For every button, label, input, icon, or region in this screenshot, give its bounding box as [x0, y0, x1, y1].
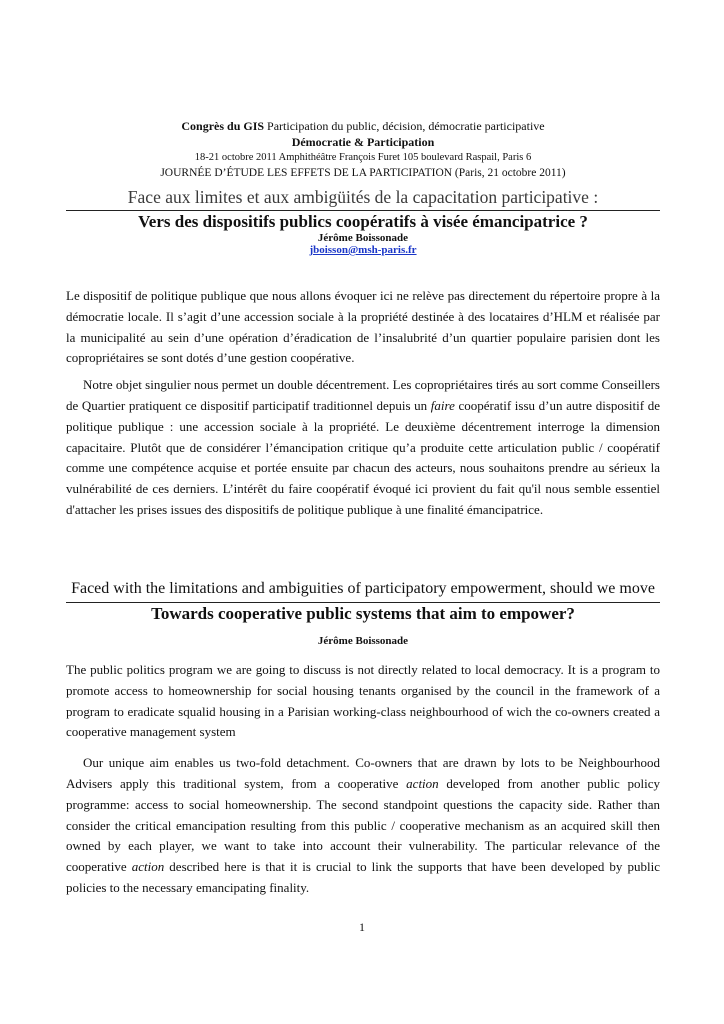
english-para2-emphasis-2: action	[131, 859, 165, 875]
english-para2-part2: developed from another public policy programme: access to social homeownership. The second standpoint questions the capacity side. Rather than consider the critical emancipation resulting from this public / cooperative mechanism as an acquired skill then owned by each player, we want to take into account their vulnerability. The particular relevance of the cooperative	[66, 775, 660, 875]
french-title-rule	[66, 210, 660, 211]
english-para2-part1: Our unique aim enables us two-fold detachment. Co-owners that are drawn by lots to be Neighbourhood Advisers apply this traditional system, from a cooperative	[66, 755, 660, 791]
conference-theme: Participation du public, décision, démocratie participative	[264, 119, 545, 133]
french-paragraph-1: Le dispositif de politique publique que nous allons évoquer ici ne relève pas directement du répertoire propre à la démocratie locale. Il s’agit d’une accession sociale à la propriété destinée à des locataires d’HLM et réalisée par la municipalité au sein d’une opération d’éradication de l’insalubrité d’un quartier populaire parisien dont les copropriétaires se sont dotés d’une gestion coopérative.	[66, 288, 660, 366]
english-para2-part3: described here is that it is crucial to link the supports that have been developed by public policies to the necessary emancipating finality.	[66, 859, 660, 895]
english-paragraph-2	[66, 753, 660, 899]
study-day-line: JOURNÉE D’ÉTUDE LES EFFETS DE LA PARTICIPATION (Paris, 21 octobre 2011)	[160, 166, 566, 179]
conference-subtitle: Démocratie & Participation	[291, 134, 435, 149]
french-para2-emphasis: faire	[430, 397, 455, 413]
english-title-line2: Towards cooperative public systems that aim to empower?	[151, 604, 575, 623]
french-abstract	[66, 286, 660, 521]
french-para2-part2: coopératif issu d’un autre dispositif de politique publique : une accession sociale à la propriété. Le deuxième décentrement interroge la dimension capacitaire. Plutôt que de considérer l’émancipation critique qu’a produite cette articulation public / coopératif comme une compétence acquise et portée ensuite par chacun des acteurs, nous souhaitons prendre au sérieux la vulnérabilité de ces derniers. L’intérêt du faire coopératif évoqué ici provient du fait qu'il nous semble essentiel d'attacher les prises issues des dispositifs de politique publique à une finalité émancipatrice.	[66, 397, 660, 517]
page-number: 1	[359, 920, 365, 934]
french-title-block	[66, 187, 660, 256]
english-title-block	[66, 579, 660, 647]
french-author: Jérôme Boissonade	[317, 232, 409, 244]
french-title-line1: Face aux limites et aux ambigüités de la capacitation participative :	[127, 187, 599, 207]
english-para2-emphasis-1: action	[406, 775, 439, 791]
french-para2-part1: Notre objet singulier nous permet un double décentrement. Les copropriétaires tirés au sort comme Conseillers de Quartier pratiquent ce dispositif participatif traditionnel depuis un	[66, 377, 660, 413]
french-paragraph-2	[66, 375, 660, 521]
english-title-line1: Faced with the limitations and ambiguities of participatory empowerment, should we move	[71, 580, 655, 597]
english-title-rule	[66, 602, 660, 603]
conference-name: Congrès du GIS	[181, 119, 265, 133]
french-title-line2: Vers des dispositifs publics coopératifs à visée émancipatrice ?	[138, 212, 588, 231]
author-email-link[interactable]: jboisson@msh-paris.fr	[309, 244, 417, 256]
conference-dates-venue: 18-21 octobre 2011 Amphithéâtre François Furet 105 boulevard Raspail, Paris 6	[194, 152, 532, 163]
english-abstract	[66, 660, 660, 899]
english-author: Jérôme Boissonade	[317, 635, 409, 647]
conference-header	[66, 119, 660, 181]
english-paragraph-1: The public politics program we are going to discuss is not directly related to local democracy. It is a program to promote access to homeownership for social housing tenants organised by the council in the framework of a program to eradicate squalid housing in a Parisian working-class neighbourhood of wich the co-owners created a cooperative management system	[66, 662, 660, 740]
conference-line	[66, 119, 660, 135]
